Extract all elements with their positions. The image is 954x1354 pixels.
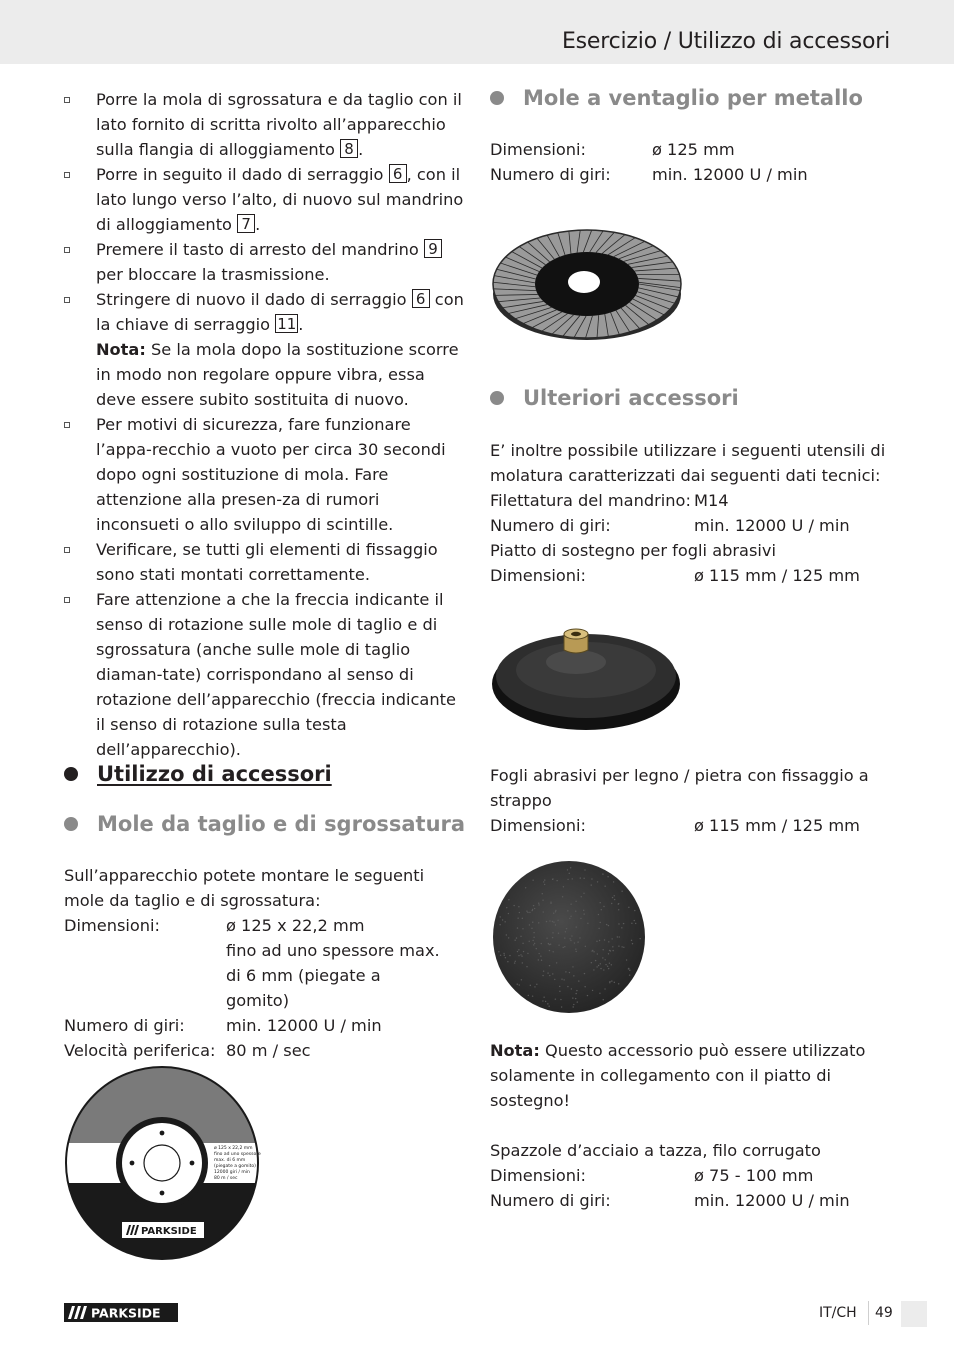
part-reference-number: 6: [389, 164, 407, 183]
step-text-part: , con il lato lungo verso l’alto, di nuovo sul mandrino di alloggiamento: [96, 165, 464, 234]
step-text: [96, 540, 438, 584]
step-text-part: .: [358, 140, 364, 159]
footer-box: [901, 1301, 927, 1327]
nota-block: [490, 1038, 900, 1213]
list-item: [64, 237, 464, 287]
spec-key: Dimensioni:: [490, 566, 586, 585]
part-reference-number: 8: [340, 139, 358, 158]
step-text: [96, 290, 464, 334]
step-note: [96, 337, 464, 412]
cutting-disc-image: [62, 1063, 262, 1263]
step-text-part: Premere il tasto di arresto del mandrino: [96, 240, 424, 259]
footer-separator: [868, 1301, 869, 1325]
spec-key: Filettatura del mandrino:: [490, 491, 691, 510]
page-number: 49: [875, 1305, 893, 1321]
spec-value: M14: [694, 491, 729, 510]
disc-label-line: max. di 6 mm: [214, 1158, 246, 1163]
footer-language: IT/CH: [819, 1305, 857, 1321]
spec-row: [490, 137, 900, 162]
spec-value: ø 115 mm / 125 mm: [694, 566, 860, 585]
section-heading-mole: Mole da taglio e di sgrossatura: [64, 812, 465, 836]
step-text-part: .: [298, 315, 304, 334]
checkbox-bullet-icon: [64, 172, 70, 178]
piatto-specs: [490, 563, 900, 588]
mole-intro: Sull’apparecchio potete montare le seguenti mole da taglio e di sgrossatura:: [64, 866, 425, 910]
section-heading-utilizzo: Utilizzo di accessori: [64, 762, 332, 786]
bullet-dot-icon: [64, 767, 78, 781]
spec-value: min. 12000 U / min: [652, 165, 808, 184]
section-heading-ventaglio: Mole a ventaglio per metallo: [490, 86, 863, 110]
spec-key: Numero di giri:: [490, 1191, 611, 1210]
step-text: [96, 415, 446, 534]
spazzole-specs: [490, 1163, 900, 1213]
bullet-dot-icon: [490, 391, 504, 405]
spec-key: Dimensioni:: [64, 916, 160, 935]
spec-value: min. 12000 U / min: [694, 516, 850, 535]
part-reference-number: 11: [277, 315, 297, 333]
spec-row: [64, 1038, 444, 1063]
spec-key: Numero di giri:: [490, 516, 611, 535]
parkside-logo: [64, 1303, 178, 1322]
steps-list: [64, 87, 464, 762]
spec-value: ø 125 mm: [652, 140, 735, 159]
spec-key: Dimensioni:: [490, 140, 586, 159]
disc-label-line: (piegate a gomito): [214, 1164, 256, 1169]
step-text-part: con la chiave di serraggio: [96, 290, 464, 334]
footer-brand: PARKSIDE: [91, 1305, 161, 1321]
spec-row: [490, 563, 900, 588]
bullet-dot-icon: [490, 91, 504, 105]
nota-label: Nota:: [490, 1041, 540, 1060]
nota-text: Questo accessorio può essere utilizzato solamente in collegamento con il piatto di sostegno!: [490, 1041, 866, 1110]
sanding-sheet-image: [490, 858, 650, 1018]
spec-value: 80 m / sec: [226, 1041, 311, 1060]
list-item: [64, 87, 464, 162]
step-text: [96, 590, 456, 759]
step-text-part: per bloccare la trasmissione.: [96, 265, 330, 284]
part-reference-number: 7: [237, 214, 255, 233]
spec-row: [490, 1163, 900, 1188]
disc-label-line: ø 125 x 22,2 mm: [214, 1146, 253, 1151]
disc-label-line: 80 m / sec: [214, 1176, 238, 1181]
spec-key: Numero di giri:: [490, 165, 611, 184]
ventaglio-specs: [490, 137, 900, 187]
section-heading-ulteriori: Ulteriori accessori: [490, 386, 739, 410]
list-item: [64, 587, 464, 762]
page-title: Esercizio / Utilizzo di accessori: [561, 29, 890, 54]
step-text-part: .: [255, 215, 261, 234]
list-item: [64, 287, 464, 412]
part-reference-number: 6: [412, 289, 430, 308]
flap-disc-image: [490, 212, 684, 348]
disc-label-line: fino ad uno spessore: [214, 1152, 261, 1157]
spec-row: [64, 1013, 444, 1038]
steps-column: [64, 87, 464, 762]
spec-key: Velocità periferica:: [64, 1041, 216, 1060]
mole-specs: [64, 913, 444, 1063]
checkbox-bullet-icon: [64, 597, 70, 603]
spec-key: [64, 938, 226, 1013]
part-reference-number: 9: [424, 239, 442, 258]
list-item: [64, 162, 464, 237]
note-text: Se la mola dopo la sostituzione scorre in modo non regolare oppure vibra, essa deve essere subito sostituita di nuovo.: [96, 340, 459, 409]
spec-value: min. 12000 U / min: [226, 1016, 382, 1035]
checkbox-bullet-icon: [64, 422, 70, 428]
fogli-specs: [490, 813, 900, 838]
backing-pad-image: [490, 610, 684, 734]
spec-value: ø 115 mm / 125 mm: [694, 816, 860, 835]
checkbox-bullet-icon: [64, 97, 70, 103]
step-text-part: Per motivi di sicurezza, fare funzionare l’appa-recchio a vuoto per circa 30 secondi dopo ogni sostituzione di mola. Fare attenzione alla presen-za di rumori inconsueti o allo sviluppo di scintille.: [96, 415, 446, 534]
list-item: [64, 537, 464, 587]
spec-row: [64, 938, 444, 1013]
spec-value: fino ad uno spessore max. di 6 mm (piegate a gomito): [226, 941, 440, 1010]
spec-key: Numero di giri:: [64, 1016, 185, 1035]
spec-row: [490, 1188, 900, 1213]
fogli-title: Fogli abrasivi per legno / pietra con fissaggio a strappo: [490, 766, 869, 810]
ulteriori-specs: [490, 488, 900, 538]
ulteriori-intro: E’ inoltre possibile utilizzare i seguenti utensili di molatura caratterizzati dai seguenti dati tecnici:: [490, 441, 886, 485]
checkbox-bullet-icon: [64, 247, 70, 253]
spec-row: [64, 913, 444, 938]
list-item: [64, 412, 464, 537]
step-text: [96, 240, 442, 284]
step-text: [96, 165, 463, 234]
spec-row: [490, 488, 900, 513]
spec-row: [490, 813, 900, 838]
spec-value: ø 75 - 100 mm: [694, 1166, 814, 1185]
step-text-part: Stringere di nuovo il dado di serraggio: [96, 290, 412, 309]
disc-brand: PARKSIDE: [141, 1226, 197, 1237]
bullet-dot-icon: [64, 817, 78, 831]
spazzole-title: Spazzole d’acciaio a tazza, filo corrugato: [490, 1141, 821, 1160]
disc-label-line: 12000 giri / min: [214, 1170, 250, 1175]
mole-block: [64, 863, 444, 1063]
spec-row: [490, 162, 900, 187]
spec-key: Dimensioni:: [490, 816, 586, 835]
step-text: [96, 90, 462, 159]
step-text-part: Porre in seguito il dado di serraggio: [96, 165, 389, 184]
spec-key: Dimensioni:: [490, 1166, 586, 1185]
fogli-block: [490, 763, 900, 838]
piatto-title: Piatto di sostegno per fogli abrasivi: [490, 541, 776, 560]
checkbox-bullet-icon: [64, 547, 70, 553]
spec-row: [490, 513, 900, 538]
spec-value: min. 12000 U / min: [694, 1191, 850, 1210]
step-text-part: Fare attenzione a che la freccia indicante il senso di rotazione sulle mole di taglio e di sgrossatura (anche sulle mole di taglio diaman-tate) corrispondano al senso di rotazione dell’apparecchio (freccia indicante il senso di rotazione sulla testa dell’apparecchio).: [96, 590, 456, 759]
ulteriori-block: [490, 438, 900, 588]
step-text-part: Porre la mola di sgrossatura e da taglio con il lato fornito di scritta rivolto all’apparecchio sulla flangia di alloggiamento: [96, 90, 462, 159]
checkbox-bullet-icon: [64, 297, 70, 303]
spec-value: ø 125 x 22,2 mm: [226, 916, 365, 935]
step-text-part: Verificare, se tutti gli elementi di fissaggio sono stati montati correttamente.: [96, 540, 438, 584]
nota-paragraph: [490, 1038, 900, 1113]
note-label: Nota:: [96, 340, 146, 359]
